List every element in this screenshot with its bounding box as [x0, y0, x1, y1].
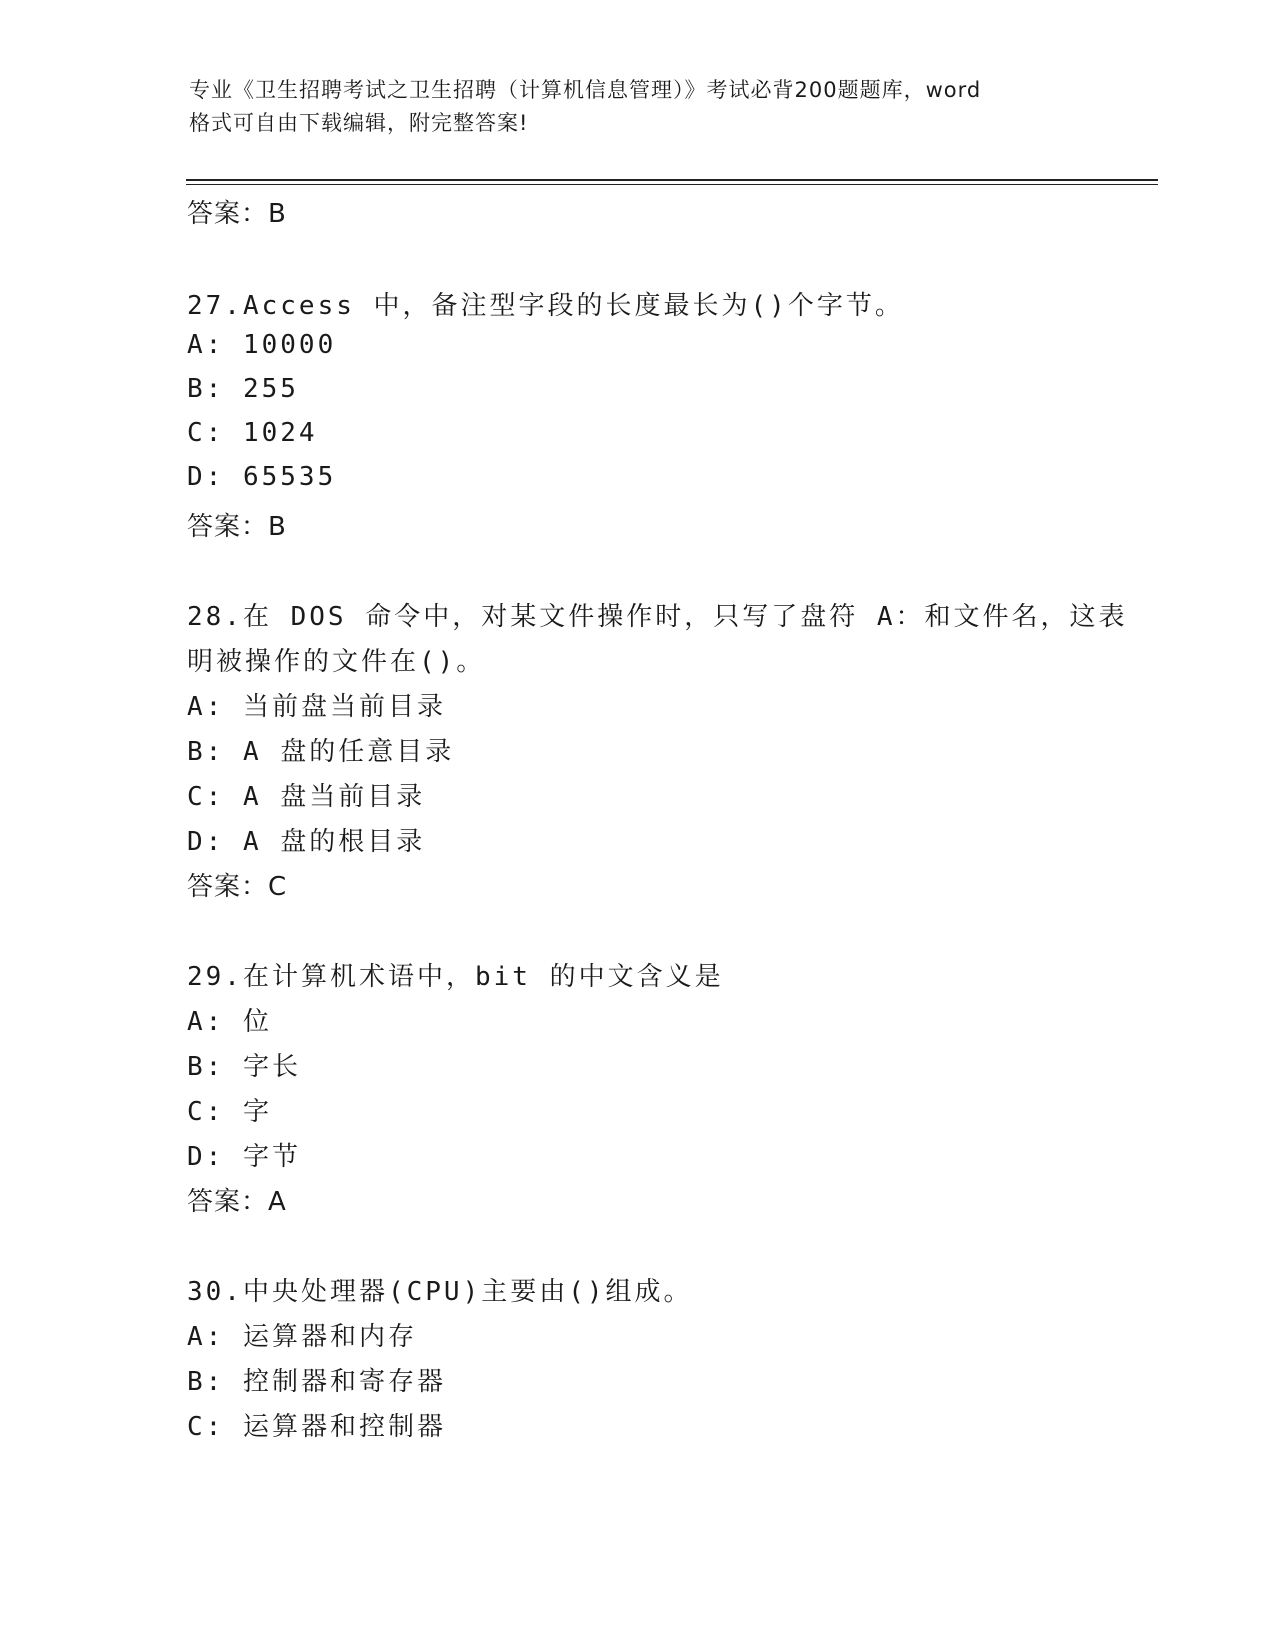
question-27: 27.Access 中，备注型字段的长度最长为()个字节。 [187, 291, 904, 321]
q28-option-a: A: 当前盘当前目录 [187, 692, 446, 722]
question-29: 29.在计算机术语中，bit 的中文含义是 [187, 962, 724, 992]
q27-option-d: D: 65535 [187, 462, 337, 492]
answer-previous: 答案：B [187, 199, 287, 229]
q29-answer: 答案：A [187, 1187, 287, 1217]
q29-option-a: A: 位 [187, 1007, 272, 1037]
header-line-1: 专业《卫生招聘考试之卫生招聘（计算机信息管理）》考试必背200题题库，word [189, 78, 982, 102]
header-divider-bottom [186, 184, 1158, 185]
q30-option-c: C: 运算器和控制器 [187, 1412, 446, 1442]
q27-option-b: B: 255 [187, 374, 299, 404]
q28-answer: 答案：C [187, 872, 288, 902]
header-line-2: 格式可自由下载编辑，附完整答案! [189, 111, 529, 135]
q28-option-b: B: A 盘的任意目录 [187, 737, 455, 767]
document-header [189, 74, 1109, 140]
q27-option-c: C: 1024 [187, 418, 318, 448]
q30-option-a: A: 运算器和内存 [187, 1322, 417, 1352]
q29-option-d: D: 字节 [187, 1142, 301, 1172]
q29-option-b: B: 字长 [187, 1052, 301, 1082]
question-30: 30.中央处理器(CPU)主要由()组成。 [187, 1277, 693, 1307]
question-28-line-1: 28.在 DOS 命令中，对某文件操作时，只写了盘符 A：和文件名，这表 [187, 602, 1128, 632]
q27-answer: 答案：B [187, 512, 287, 542]
header-divider-top [186, 179, 1158, 181]
q29-option-c: C: 字 [187, 1097, 272, 1127]
q28-option-d: D: A 盘的根目录 [187, 827, 426, 857]
question-28-line-2: 明被操作的文件在()。 [187, 647, 486, 677]
q28-option-c: C: A 盘当前目录 [187, 782, 426, 812]
q27-option-a: A: 10000 [187, 330, 337, 360]
q30-option-b: B: 控制器和寄存器 [187, 1367, 446, 1397]
